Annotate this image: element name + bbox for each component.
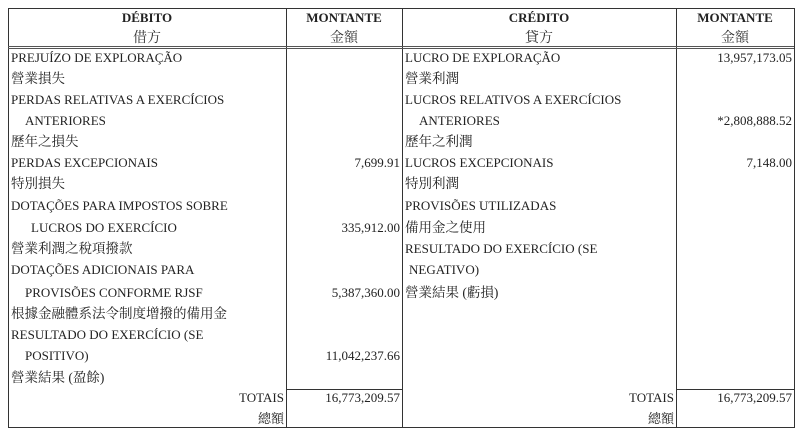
debit-row: DOTAÇÕES PARA IMPOSTOS SOBRE <box>11 198 228 213</box>
credit-row: 特別利潤 <box>405 176 459 191</box>
debit-total-label-zh: 總額 <box>257 411 284 426</box>
debit-amount-header-zh: 金額 <box>330 31 358 46</box>
credit-row: RESULTADO DO EXERCÍCIO (SE <box>405 241 598 256</box>
debit-row: 特別損失 <box>11 176 65 191</box>
column-divider <box>286 8 287 428</box>
debit-total-label: TOTAIS <box>239 390 284 405</box>
credit-amount-header: MONTANTE <box>697 10 773 25</box>
credit-total-label: TOTAIS <box>629 390 674 405</box>
debit-amount-header: MONTANTE <box>306 10 382 25</box>
debit-row: ANTERIORES <box>25 113 106 128</box>
debit-row: PERDAS EXCEPCIONAIS <box>11 155 158 170</box>
credit-amount: 13,957,173.05 <box>717 50 792 65</box>
table-border-right <box>794 8 795 428</box>
credit-row: 備用金之使用 <box>405 220 486 235</box>
credit-amount: *2,808,888.52 <box>717 113 792 128</box>
credit-total-label-zh: 總額 <box>647 411 674 426</box>
debit-total: 16,773,209.57 <box>325 390 400 405</box>
credit-amount-header-zh: 金額 <box>721 31 749 46</box>
debit-amount: 11,042,237.66 <box>325 348 400 363</box>
credit-header-zh: 貸方 <box>525 31 553 46</box>
credit-total: 16,773,209.57 <box>717 390 792 405</box>
debit-header: DÉBITO <box>121 10 173 25</box>
debit-row: PERDAS RELATIVAS A EXERCÍCIOS <box>11 92 225 107</box>
debit-amount: 335,912.00 <box>341 220 400 235</box>
debit-row: PREJUÍZO DE EXPLORAÇÃO <box>11 50 183 65</box>
credit-amount: 7,148.00 <box>746 155 792 170</box>
debit-row: 營業利潤之稅項撥款 <box>11 241 133 256</box>
credit-row: LUCROS RELATIVOS A EXERCÍCIOS <box>405 92 622 107</box>
debit-row: 根據金融體系法令制度增撥的備用金 <box>11 306 227 321</box>
credit-row: LUCRO DE EXPLORAÇÃO <box>405 50 561 65</box>
table-border-left <box>8 8 9 428</box>
table-border-top <box>8 8 794 9</box>
column-divider <box>676 8 677 428</box>
credit-row: 營業結果 (虧損) <box>405 285 499 300</box>
debit-header-zh: 借方 <box>133 31 161 46</box>
debit-row: 營業損失 <box>11 71 65 86</box>
table-border-bottom <box>8 427 794 428</box>
credit-row: ANTERIORES <box>419 113 500 128</box>
credit-row: 歷年之利潤 <box>405 134 473 149</box>
credit-header: CRÉDITO <box>508 10 570 25</box>
debit-row: 歷年之損失 <box>11 134 79 149</box>
debit-row: LUCROS DO EXERCÍCIO <box>31 220 177 235</box>
credit-row: NEGATIVO) <box>409 262 480 277</box>
credit-row: PROVISÕES UTILIZADAS <box>405 198 557 213</box>
debit-amount: 7,699.91 <box>354 155 400 170</box>
credit-row: 營業利潤 <box>405 71 459 86</box>
debit-row: RESULTADO DO EXERCÍCIO (SE <box>11 327 204 342</box>
debit-row: DOTAÇÕES ADICIONAIS PARA <box>11 262 195 277</box>
header-divider-double <box>8 48 794 49</box>
debit-row: POSITIVO) <box>25 348 89 363</box>
column-divider <box>402 8 403 428</box>
debit-row: 營業結果 (盈餘) <box>11 370 105 385</box>
credit-row: LUCROS EXCEPCIONAIS <box>405 155 554 170</box>
debit-amount: 5,387,360.00 <box>331 285 400 300</box>
debit-row: PROVISÕES CONFORME RJSF <box>25 285 203 300</box>
